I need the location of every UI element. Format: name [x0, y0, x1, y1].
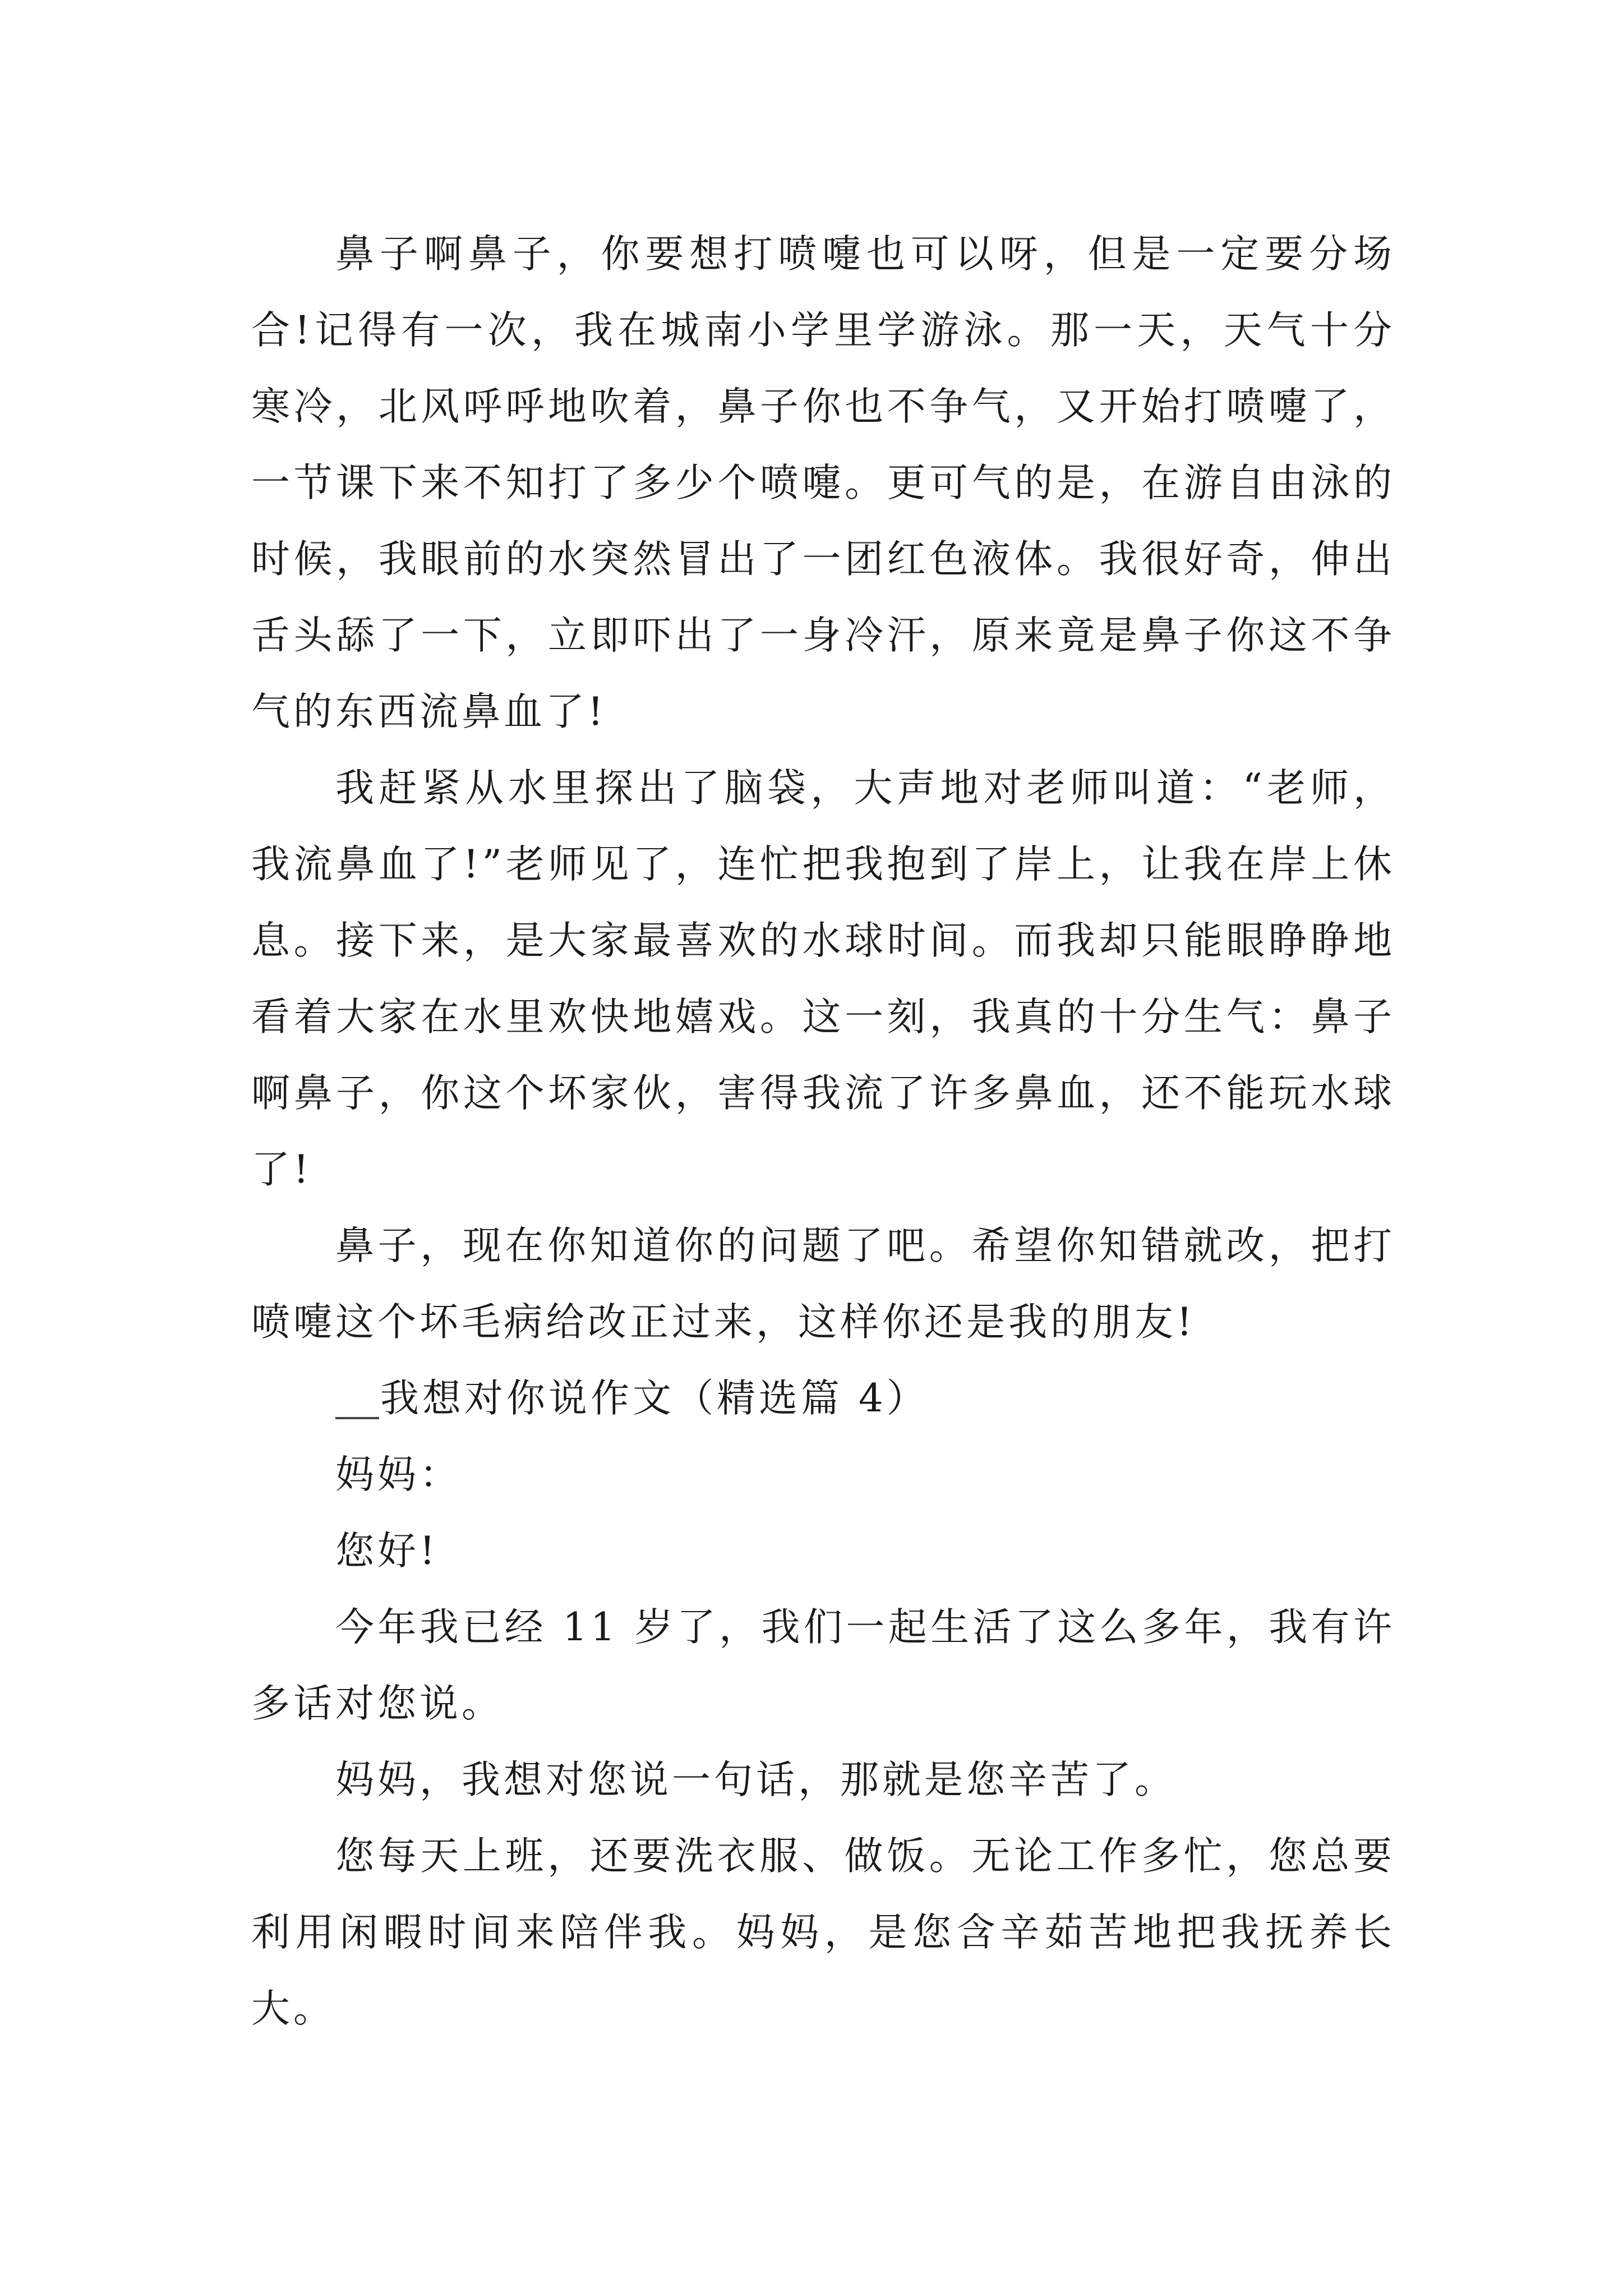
paragraph-nosebleed-pool: 我赶紧从水里探出了脑袋，大声地对老师叫道：“老师，我流鼻血了!”老师见了，连忙把我抱到了岸上，让我在岸上休息。接下来，是大家最喜欢的水球时间。而我却只能眼睁睁地看着大家在水里欢快地嬉戏。这一刻，我真的十分生气：鼻子啊鼻子，你这个坏家伙，害得我流了许多鼻血，还不能玩水球了!	[251, 766, 1395, 1192]
document-body	[251, 216, 1395, 2047]
blank-underline	[335, 1417, 379, 1419]
section-title: 我想对你说作文（精选篇 4）	[380, 1376, 929, 1421]
letter-salutation: 妈妈：	[335, 1452, 462, 1497]
paragraph-nose-sneeze: 鼻子啊鼻子，你要想打喷嚏也可以呀，但是一定要分场合!记得有一次，我在城南小学里学游泳。那一天，天气十分寒冷，北风呼呼地吹着，鼻子你也不争气，又开始打喷嚏了，一节课下来不知打了多少个喷嚏。更可气的是，在游自由泳的时候，我眼前的水突然冒出了一团红色液体。我很好奇，伸出舌头舔了一下，立即吓出了一身冷汗，原来竟是鼻子你这不争气的东西流鼻血了!	[251, 232, 1395, 734]
paragraph-age: 今年我已经 11 岁了，我们一起生活了这么多年，我有许多话对您说。	[251, 1605, 1395, 1726]
paragraph-mother-work: 您每天上班，还要洗衣服、做饭。无论工作多忙，您总要利用闲暇时间来陪伴我。妈妈，是您含辛茹苦地把我抚养长大。	[251, 1834, 1395, 2031]
section-title-line	[251, 1360, 1395, 1437]
letter-greeting: 您好!	[335, 1529, 439, 1573]
paragraph-thanks: 妈妈，我想对您说一句话，那就是您辛苦了。	[335, 1757, 1177, 1802]
paragraph-nose-conclusion: 鼻子，现在你知道你的问题了吧。希望你知错就改，把打喷嚏这个坏毛病给改正过来，这样你还是我的朋友!	[251, 1223, 1395, 1345]
